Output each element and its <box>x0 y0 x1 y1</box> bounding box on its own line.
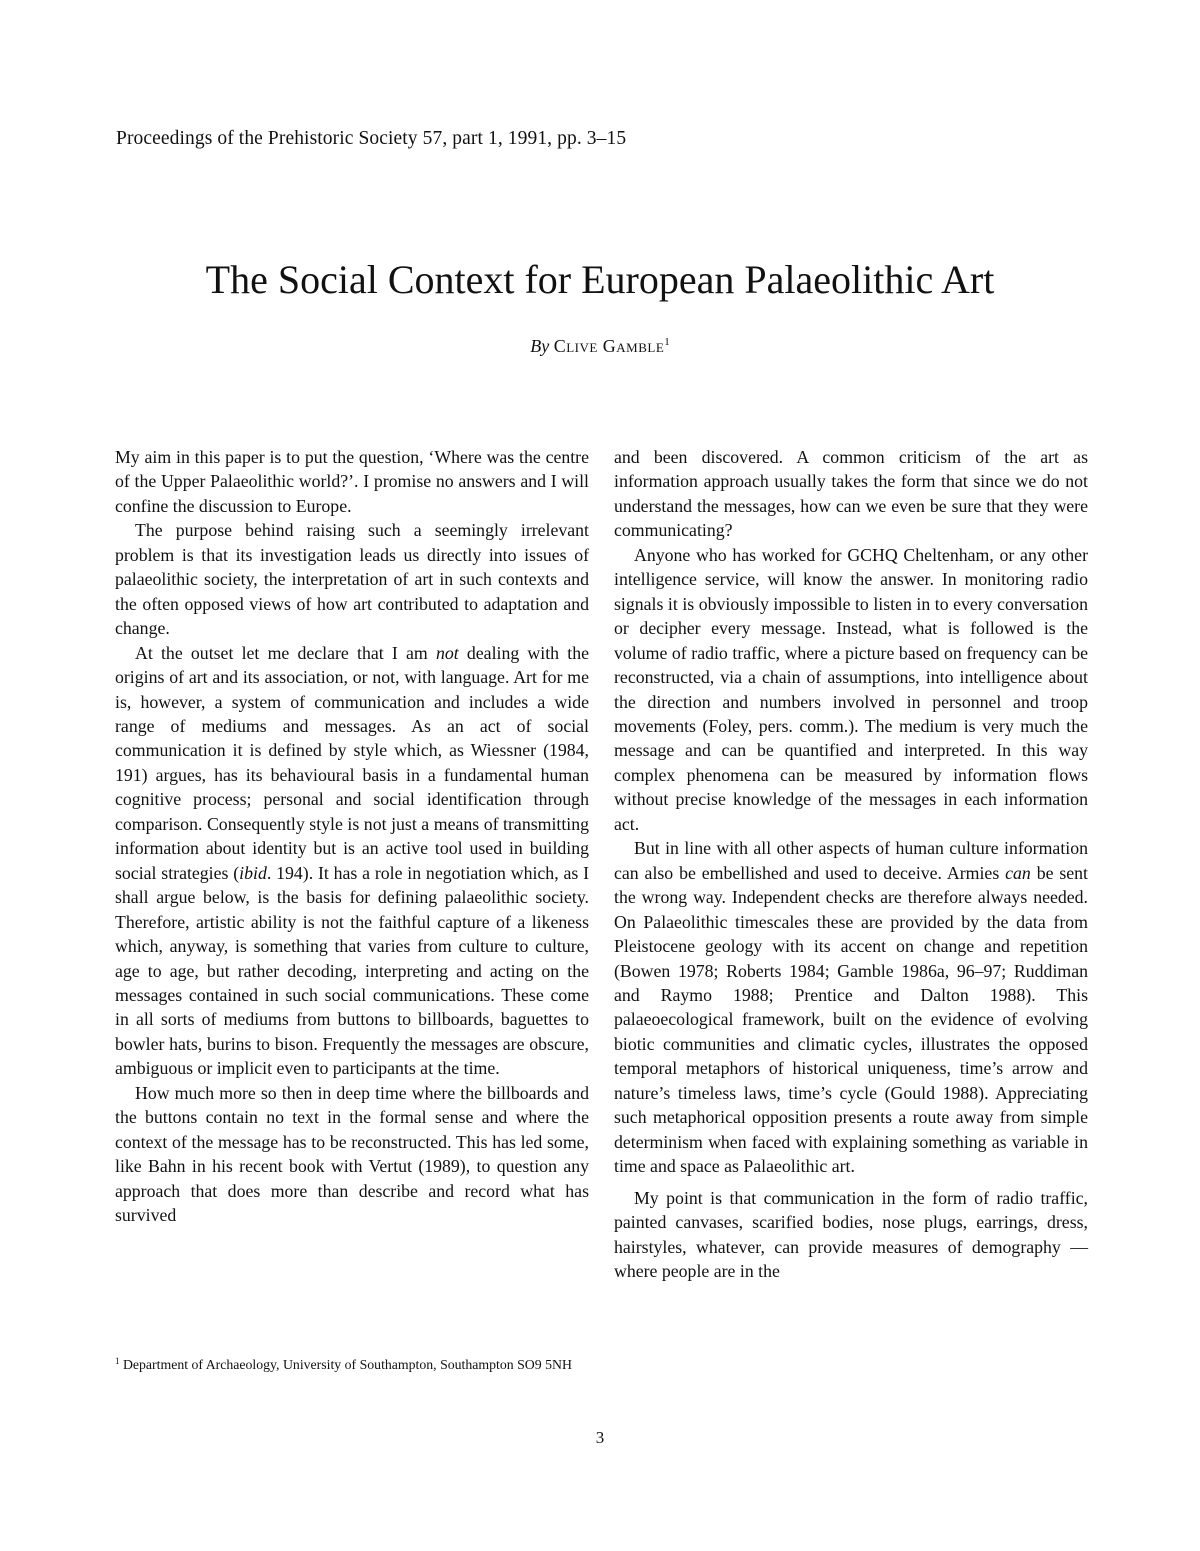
emphasis: not <box>435 642 459 663</box>
footnote <box>115 1352 589 1375</box>
byline <box>0 336 1200 357</box>
text-run: dealing with the origins of art and its association, or not, with language. Art for me is, however, a system of communication and includes a wide range of mediums and messages. As an act of social communication it is defined by style which, as Wiessner (1984, 191) argues, has its behavioural basis in a fundamental human cognitive process; personal and social identification through comparison. Consequently style is not just a means of transmitting information about identity but is an active tool used in building social strategies ( <box>115 642 589 883</box>
text-run: . 194). It has a role in negotiation which, as I shall argue below, is the basis for defining palaeolithic society. Therefore, artistic ability is not the faithful capture of a likeness which, anyway, is something that varies from culture to culture, age to age, but rather decoding, interpreting and acting on the messages contained in such social communications. These come in all sorts of mediums from buttons to billboards, baguettes to bowler hats, burins to bison. Frequently the messages are obscure, ambiguous or implicit even to participants at the time. <box>115 862 590 1079</box>
right-column <box>614 445 1088 1283</box>
paragraph: and been discovered. A common criticism of the art as information approach usually takes the form that since we do not understand the messages, how can we even be sure that they were communicating? <box>614 447 1088 541</box>
text-run: But in line with all other aspects of human culture information can also be embellished and used to deceive. Armies <box>614 838 1088 883</box>
paragraph <box>614 836 1088 1178</box>
paragraph: My point is that communication in the form of radio traffic, painted canvases, scarified bodies, nose plugs, earrings, dress, hairstyles, whatever, can provide measures of demography — where people are in the <box>614 1187 1088 1281</box>
article-title: The Social Context for European Palaeolithic Art <box>205 257 995 302</box>
paragraph: The purpose behind raising such a seemingly irrelevant problem is that its investigation leads us directly into issues of palaeolithic society, the interpretation of art in such contexts and the often opposed views of how art contributed to adaptation and change. <box>115 520 589 639</box>
paragraph: How much more so then in deep time where the billboards and the buttons contain no text in the formal sense and where the context of the message has to be reconstructed. This has led some, like Bahn in his recent book with Vertut (1989), to question any approach that does more than describe and record what has survived <box>115 1082 589 1226</box>
author-note-marker: 1 <box>664 336 670 348</box>
author-name: Clive Gamble <box>553 336 665 356</box>
left-column <box>115 445 589 1228</box>
text-run: At the outset let me declare that I am <box>135 642 436 663</box>
paragraph: Anyone who has worked for GCHQ Cheltenham, or any other intelligence service, will know the answer. In monitoring radio signals it is obviously impossible to listen in to every conversation or decipher every message. Instead, what is followed is the volume of radio traffic, where a picture based on frequency can be reconstructed, via a chain of assumptions, into intelligence about the direction and numbers involved in personnel and troop movements (Foley, pers. comm.). The medium is very much the message and can be quantified and interpreted. In this way complex phenomena can be measured by information flows without precise knowledge of the messages in each information act. <box>614 544 1088 834</box>
footnote-text: Department of Archaeology, University of Southampton, Southampton SO9 5NH <box>119 1357 572 1372</box>
page-number: 3 <box>595 1428 605 1447</box>
emphasis: can <box>1005 862 1031 883</box>
text-run: be sent the wrong way. Independent checks are therefore always needed. On Palaeolithic timescales these are provided by the data from Pleistocene geology with its accent on change and repetition (Bowen 1978; Roberts 1984; Gamble 1986a, 96–97; Ruddiman and Raymo 1988; Prentice and Dalton 1988). This palaeoecological framework, built on the evidence of evolving biotic communities and climatic cycles, illustrates the opposed temporal metaphors of historical uniqueness, time’s arrow and nature’s timeless laws, time’s cycle (Gould 1988). Appreciating such metaphorical opposition presents a route away from simple determinism when faced with explaining something as variable in time and space as Palaeolithic art. <box>614 862 1088 1177</box>
footnote-marker: 1 <box>115 1356 120 1366</box>
emphasis: ibid <box>239 862 267 883</box>
journal-citation: Proceedings of the Prehistoric Society 57, part 1, 1991, pp. 3–15 <box>116 128 627 149</box>
byline-prefix: By <box>530 336 550 356</box>
paragraph: My aim in this paper is to put the question, ‘Where was the centre of the Upper Palaeolithic world?’. I promise no answers and I will confine the discussion to Europe. <box>115 447 589 516</box>
paragraph <box>115 641 589 1081</box>
